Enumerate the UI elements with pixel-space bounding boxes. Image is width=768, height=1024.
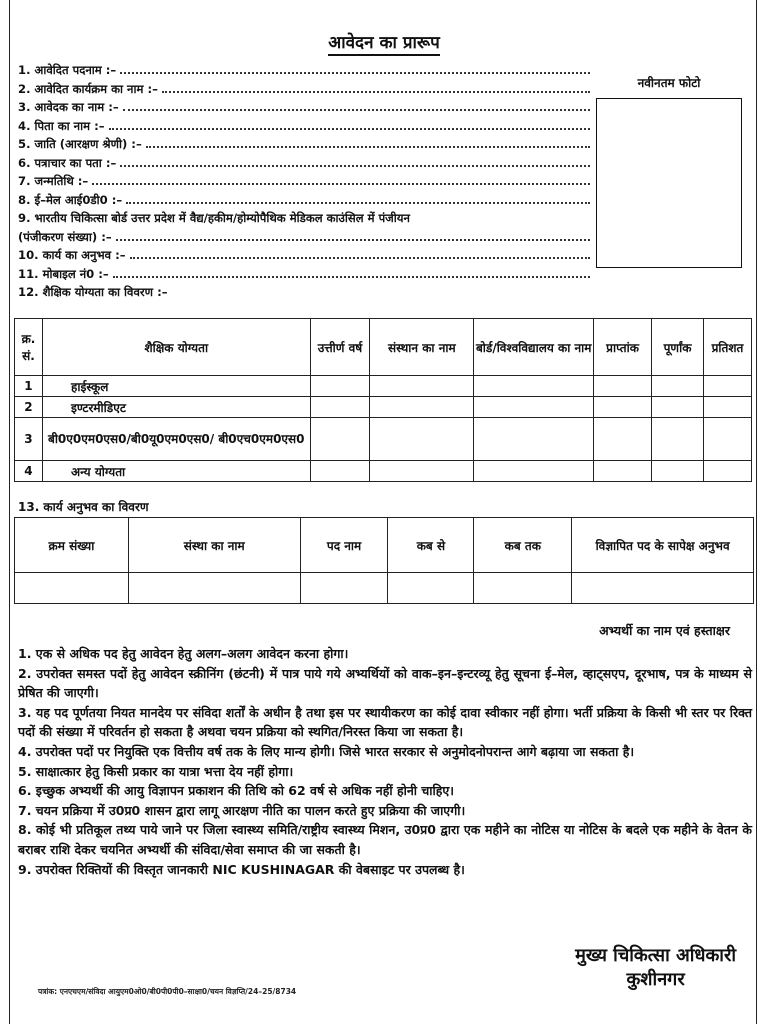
- field-address: 6. पत्राचार का पता :–: [18, 156, 590, 175]
- field-education-heading: 12. शैक्षिक योग्यता का विवरण :–: [18, 285, 168, 299]
- photo-label: नवीनतम फोटो: [637, 76, 701, 90]
- field-registration: 9. भारतीय चिकित्सा बोर्ड उत्तर प्रदेश में वैद्य/हकीम/होम्योपैथिक मेडिकल काउंसिल में पंजीयन: [18, 211, 410, 225]
- photo-box: [596, 98, 742, 268]
- officer-place: कुशीनगर: [626, 969, 685, 990]
- note-item: 5. साक्षात्कार हेतु किसी प्रकार का यात्रा भत्ता देय नहीं होगा।: [18, 763, 294, 779]
- table-row: [15, 573, 754, 604]
- field-father-name: 4. पिता का नाम :–: [18, 119, 590, 138]
- edu-header-serial: क्र. सं.: [15, 319, 43, 376]
- work-header-row: [15, 518, 754, 573]
- page-left-border: [9, 0, 10, 1024]
- notes-section: [18, 644, 752, 879]
- note-item: 2. उपरोक्त समस्त पदों हेतु आवेदन स्क्रीनिंग (छंटनी) में पात्र पाये गये अभ्यर्थियों को वाक–इन–इन्टरव्यू हेतु सूचना ई–मेल, व्हाट्सएप, दूरभाष, पत्र के माध्यम से प्रेषित की जाएगी।: [18, 665, 752, 701]
- work-header-post: पद नाम: [300, 518, 388, 573]
- note-item: 1. एक से अधिक पद हेतु आवेदन हेतु अलग–अलग आवेदन करना होगा।: [18, 646, 349, 661]
- edu-header-year: उत्तीर्ण वर्ष: [310, 319, 370, 376]
- edu-header-percent: प्रतिशत: [703, 319, 751, 376]
- field-mobile: 11. मोबाइल नं0 :–: [18, 267, 590, 286]
- edu-header-total: पूर्णांक: [652, 319, 704, 376]
- edu-header-board: बोर्ड/विश्वविद्यालय का नाम: [474, 319, 594, 376]
- note-item: 7. चयन प्रक्रिया में उ0प्र0 शासन द्वारा लागू आरक्षण नीति का पालन करते हुए प्रक्रिया की जाएगी।: [18, 802, 466, 818]
- work-header-serial: क्रम संख्या: [15, 518, 129, 573]
- table-row: 4 अन्य योग्यता: [15, 461, 752, 482]
- table-row: 1 हाईस्कूल: [15, 376, 752, 397]
- field-dob: 7. जन्मतिथि :–: [18, 174, 590, 193]
- field-post-name: 1. आवेदित पदनाम :–: [18, 63, 590, 82]
- field-caste: 5. जाति (आरक्षण श्रेणी) :–: [18, 137, 590, 156]
- reference-number: पत्रांक: एनएचएम/संविदा आयुएम0ओ0/बी0पी0पी0–साक्षा0/चयन विज्ञप्ति/24–25/8734: [38, 987, 297, 996]
- field-registration-number: (पंजीकरण संख्या) :–: [18, 230, 590, 249]
- form-title: आवेदन का प्रारूप: [0, 30, 768, 53]
- work-header-relevant: विज्ञापित पद के सापेक्ष अनुभव: [572, 518, 754, 573]
- table-row: 3 बी0ए0एम0एस0/बी0यू0एम0एस0/ बी0एच0एम0एस0: [15, 418, 752, 461]
- edu-header-institute: संस्थान का नाम: [370, 319, 474, 376]
- work-header-from: कब से: [388, 518, 474, 573]
- note-item: 9. उपरोक्त रिक्तियों की विस्तृत जानकारी NIC KUSHINAGAR की वेबसाइट पर उपलब्ध है।: [18, 861, 465, 877]
- edu-header-marks: प्राप्तांक: [594, 319, 652, 376]
- applicant-fields: [18, 63, 590, 304]
- note-item: 8. कोई भी प्रतिकूल तथ्य पाये जाने पर जिला स्वास्थ्य समिति/राष्ट्रीय स्वास्थ्य मिशन, उ0प्र0 द्वारा एक महीने का नोटिस या नोटिस के बदले एक महीने के वेतन के बराबर राशि देकर चयनित अभ्यर्थी की संविदा/सेवा समाप्त की जा सकती है।: [18, 822, 752, 857]
- officer-block: [575, 944, 736, 992]
- education-header-row: [15, 319, 752, 376]
- note-item: 4. उपरोक्त पदों पर नियुक्ति एक वित्तीय वर्ष तक के लिए मान्य होगी। जिसे भारत सरकार से अनुमोदनोपरान्त आगे बढ़ाया जा सकता है।: [18, 743, 635, 759]
- edu-header-qualification: शैक्षिक योग्यता: [42, 319, 310, 376]
- signature-label: अभ्यर्थी का नाम एवं हस्ताक्षर: [599, 623, 730, 638]
- officer-title: मुख्य चिकित्सा अधिकारी: [575, 945, 736, 966]
- field-experience: 10. कार्य का अनुभव :–: [18, 248, 590, 267]
- table-row: 2 इण्टरमीडिएट: [15, 397, 752, 418]
- field-email: 8. ई–मेल आई0डी0 :–: [18, 193, 590, 212]
- education-table: [14, 318, 752, 482]
- field-program-name: 2. आवेदित कार्यक्रम का नाम :–: [18, 82, 590, 101]
- field-applicant-name: 3. आवेदक का नाम :–: [18, 100, 590, 119]
- note-item: 3. यह पद पूर्णतया नियत मानदेय पर संविदा शर्तों के अधीन है तथा इस पर स्थायीकरण का कोई दावा स्वीकार नहीं होगा। भर्ती प्रक्रिया के किसी भी स्तर पर रिक्त पदों की संख्या में परिवर्तन हो सकता है अथवा चयन प्रक्रिया को स्थगित/निरस्त किया जा सकता है।: [18, 704, 752, 740]
- page-right-border: [756, 0, 757, 1024]
- work-section-heading: 13. कार्य अनुभव का विवरण: [18, 500, 149, 514]
- note-item: 6. इच्छुक अभ्यर्थी की आयु विज्ञापन प्रकाशन की तिथि को 62 वर्ष से अधिक नहीं होनी चाहिए।: [18, 783, 455, 799]
- work-header-org: संस्था का नाम: [128, 518, 300, 573]
- work-header-to: कब तक: [474, 518, 572, 573]
- work-experience-table: [14, 517, 754, 604]
